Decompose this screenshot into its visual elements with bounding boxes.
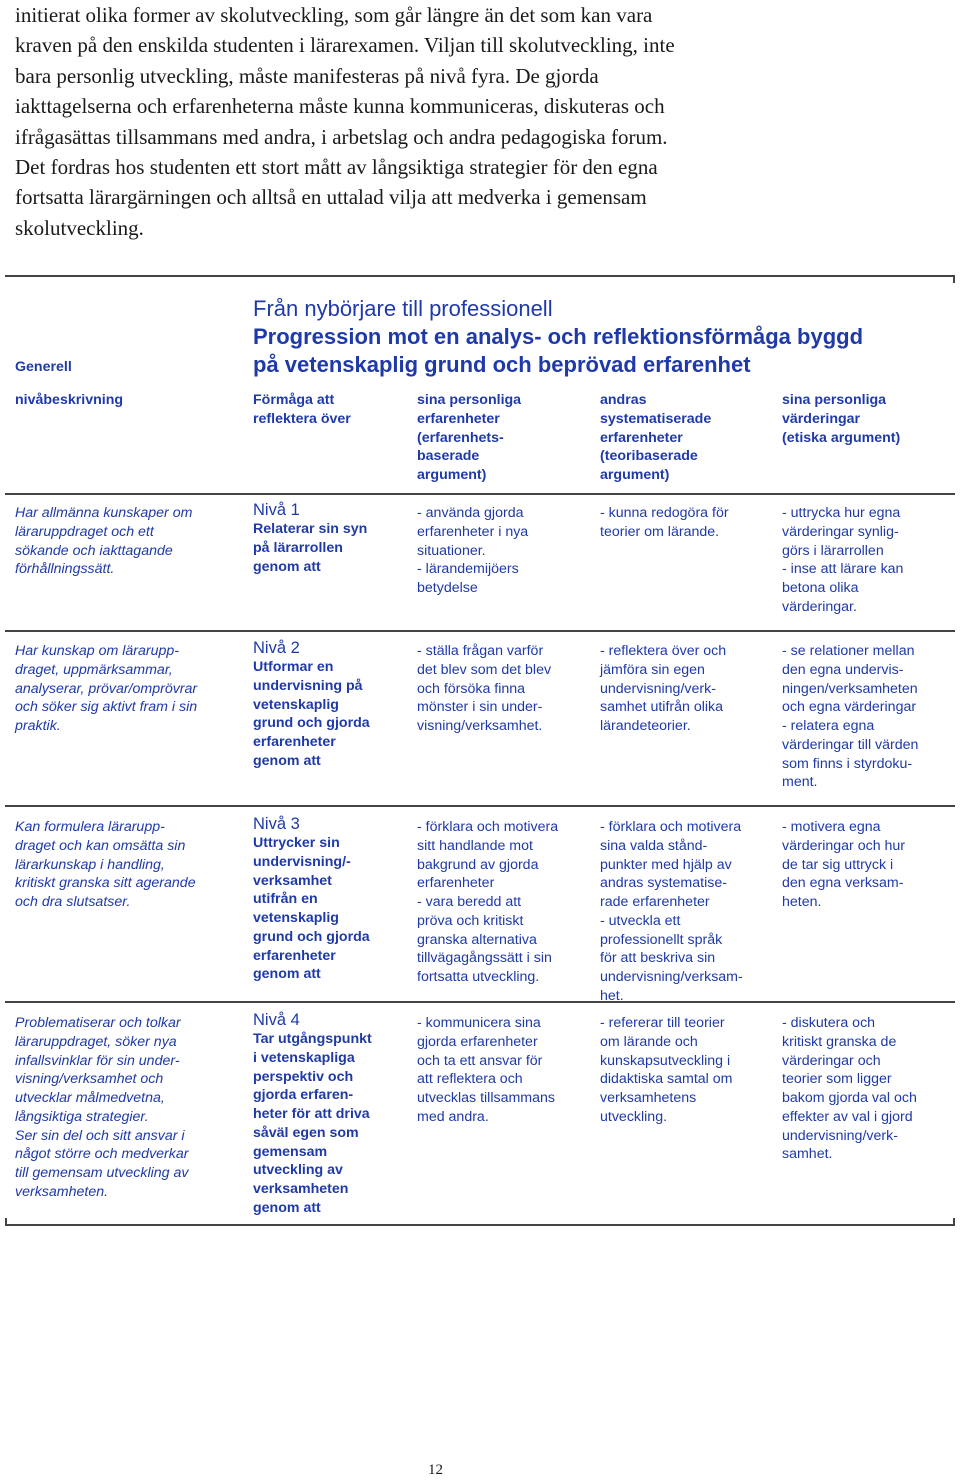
cell-line: värderingar — [782, 410, 861, 427]
intro-line: iakttagelserna och erfarenheterna måste kunna kommuniceras, diskuteras och — [15, 94, 665, 119]
table-right-border — [953, 275, 955, 283]
cell-line: långsiktiga strategier. — [15, 1108, 149, 1125]
cell-line: de tar sig uttryck i — [782, 856, 894, 873]
intro-line: bara personlig utveckling, måste manifesteras på nivå fyra. De gjorda — [15, 63, 599, 88]
cell-line: Relaterar sin syn — [253, 521, 368, 537]
cell-line: argument) — [600, 467, 670, 483]
cell-line: värderingar och hur — [782, 837, 906, 854]
cell-line: - lärandemijöers — [417, 561, 519, 578]
cell-line: systematiserade — [600, 410, 712, 427]
table-right-border — [953, 1218, 955, 1226]
row1-level — [253, 501, 367, 576]
cell-line: - kommunicera sina — [417, 1015, 541, 1031]
cell-line: (etiska argument) — [782, 429, 901, 446]
cell-line: kunskapsutveckling i — [600, 1052, 731, 1069]
intro-line: kraven på den enskilda studenten i lärarexamen. Viljan till skolutveckling, inte — [15, 33, 675, 58]
cell-line: verksamheten — [253, 1181, 349, 1197]
cell-line: - diskutera och — [782, 1015, 876, 1031]
cell-line: genom att — [253, 1199, 321, 1216]
header-title-line: Från nybörjare till professionell — [253, 296, 553, 321]
cell-line: och söker sig aktivt fram i sin — [15, 699, 198, 716]
row4-level — [253, 1011, 372, 1218]
cell-line: Förmåga att — [253, 392, 335, 408]
cell-line: grund och gjorda — [253, 715, 370, 732]
cell-line: het. — [600, 987, 624, 1004]
cell-line: verksamhetens — [600, 1090, 697, 1106]
cell-line: (erfarenhets- — [417, 429, 504, 446]
cell-line: genom att — [253, 752, 321, 769]
cell-line: fortsatta utveckling. — [417, 969, 540, 985]
cell-line: praktik. — [15, 718, 61, 734]
table-bottom-border — [5, 1224, 955, 1226]
row3-description — [15, 818, 196, 912]
cell-line: verksamhet — [253, 872, 332, 889]
intro-line: fortsatta lärargärningen och alltså en uttalad vilja att medverka i gemensam — [15, 185, 647, 210]
cell-line: erfarenheter — [417, 410, 500, 427]
cell-line: argument) — [417, 467, 487, 483]
header-generell-text: Generell — [15, 359, 72, 375]
row2-level — [253, 639, 370, 771]
level-description — [253, 1030, 372, 1218]
table-row-divider — [5, 805, 955, 807]
row1-c3 — [417, 504, 528, 598]
cell-line: vetenskaplig — [253, 696, 339, 713]
cell-line: sina personliga — [782, 392, 887, 408]
row1-description — [15, 504, 192, 579]
cell-line: och dra slutsatser. — [15, 894, 131, 910]
cell-line: samhet utifrån olika — [600, 699, 724, 716]
cell-line: bakom gjorda val och — [782, 1090, 917, 1106]
level-description — [253, 658, 370, 771]
cell-line: såväl egen som — [253, 1124, 359, 1141]
row4-description — [15, 1014, 189, 1202]
cell-line: granska alternativa — [417, 931, 537, 948]
header-subtitle-line: Progression mot en analys- och reflektionsförmåga byggd — [253, 324, 864, 349]
level-label: Nivå 4 — [253, 1011, 300, 1029]
table-header-title — [253, 295, 863, 379]
cell-line: (teoribaserade — [600, 448, 698, 465]
cell-line: görs i lärarrollen — [782, 542, 884, 559]
cell-line: att reflektera och — [417, 1071, 523, 1088]
cell-line: värderingar till värden — [782, 736, 919, 753]
table-row-divider — [5, 1001, 955, 1003]
cell-line: tillvägagångssätt i sin — [417, 950, 552, 967]
cell-line: erfarenheter — [417, 875, 495, 892]
table-row-divider — [5, 630, 955, 632]
cell-line: värderingar och — [782, 1052, 881, 1069]
table-left-border — [5, 1218, 7, 1226]
cell-line: teorier som ligger — [782, 1071, 892, 1088]
row3-level — [253, 815, 370, 984]
col-header-andras-erfarenheter — [600, 391, 711, 485]
cell-line: Utformar en — [253, 659, 334, 675]
row1-c5 — [782, 504, 903, 617]
intro-line: Det fordras hos studenten ett stort mått av långsiktiga strategier för den egna — [15, 155, 658, 180]
cell-line: analyserar, prövar/omprövrar — [15, 680, 198, 697]
cell-line: utvecklas tillsammans — [417, 1090, 555, 1106]
col-header-varderingar — [782, 391, 900, 447]
row2-description — [15, 642, 197, 736]
cell-line: draget, uppmärksammar, — [15, 661, 173, 678]
cell-line: något större och medverkar — [15, 1146, 189, 1163]
row2-c4 — [600, 642, 726, 736]
cell-line: lärarkunskap i handling, — [15, 856, 165, 873]
cell-line: värderingar. — [782, 598, 857, 615]
row3-c4 — [600, 818, 743, 1006]
cell-line: - motivera egna — [782, 819, 881, 835]
cell-line: genom att — [253, 558, 321, 575]
cell-line: på lärarrollen — [253, 539, 343, 556]
cell-line: jämföra sin egen — [600, 661, 705, 678]
cell-line: och försöka finna — [417, 680, 526, 697]
cell-line: - uttrycka hur egna — [782, 505, 901, 521]
cell-line: som finns i styrdoku- — [782, 755, 913, 772]
cell-line: Kan formulera lärarupp- — [15, 819, 165, 835]
cell-line: Uttrycker sin — [253, 835, 340, 851]
cell-line: grund och gjorda — [253, 928, 370, 945]
cell-line: gjorda erfaren- — [253, 1087, 354, 1104]
cell-line: vetenskaplig — [253, 910, 339, 926]
cell-line: - kunna redogöra för — [600, 505, 729, 521]
cell-line: - ställa frågan varför — [417, 643, 544, 659]
cell-line: och egna värderingar — [782, 699, 917, 716]
row4-c3 — [417, 1014, 555, 1127]
cell-line: effekter av val i gjord — [782, 1108, 913, 1125]
cell-line: - se relationer mellan — [782, 643, 915, 659]
cell-line: ningen/verksamheten — [782, 680, 918, 697]
cell-line: - förklara och motivera — [600, 819, 742, 835]
cell-line: reflektera över — [253, 410, 351, 427]
cell-line: till gemensam utveckling av — [15, 1165, 189, 1181]
cell-line: för att beskriva sin — [600, 950, 716, 967]
cell-line: gemensam — [253, 1143, 328, 1160]
cell-line: - inse att lärare kan — [782, 561, 904, 578]
cell-line: gjorda erfarenheter — [417, 1033, 538, 1050]
cell-line: Har kunskap om lärarupp- — [15, 643, 180, 659]
cell-line: andras systematise- — [600, 875, 727, 892]
cell-line: förhållningssätt. — [15, 561, 115, 578]
cell-line: med andra. — [417, 1108, 489, 1125]
row2-c5 — [782, 642, 918, 792]
cell-line: sökande och iakttagande — [15, 542, 173, 559]
cell-line: punkter med hjälp av — [600, 856, 732, 873]
cell-line: - utveckla ett — [600, 912, 681, 929]
intro-line: initierat olika former av skolutveckling, som går längre än det som kan vara — [15, 3, 653, 27]
cell-line: rade erfarenheter — [600, 894, 710, 910]
cell-line: erfarenheter i nya — [417, 523, 529, 540]
cell-line: Tar utgångspunkt — [253, 1031, 372, 1047]
cell-line: kritiskt granska de — [782, 1033, 897, 1050]
cell-line: - använda gjorda — [417, 505, 524, 521]
level-label: Nivå 2 — [253, 639, 300, 657]
col-header-personliga-erfarenheter — [417, 391, 521, 485]
cell-line: värderingar synlig- — [782, 523, 899, 540]
cell-line: draget och kan omsätta sin — [15, 837, 186, 854]
cell-line: om lärande och — [600, 1033, 698, 1050]
cell-line: utvecklar målmedvetna, — [15, 1090, 165, 1106]
cell-line: erfarenheter — [253, 734, 336, 750]
cell-line: den egna verksam- — [782, 875, 904, 892]
cell-line: - relatera egna — [782, 718, 875, 734]
cell-line: sina personliga — [417, 392, 522, 408]
cell-line: visning/verksamhet. — [417, 718, 543, 734]
row4-c5 — [782, 1014, 917, 1164]
cell-line: Problematiserar och tolkar — [15, 1015, 181, 1031]
row2-c3 — [417, 642, 551, 736]
page-number: 12 — [428, 1462, 443, 1478]
row3-c3 — [417, 818, 558, 987]
cell-line: Ser sin del och sitt ansvar i — [15, 1127, 185, 1144]
level-description — [253, 834, 370, 984]
cell-line: utveckling. — [600, 1108, 668, 1125]
cell-line: sitt handlande mot — [417, 837, 533, 854]
cell-line: - vara beredd att — [417, 894, 522, 910]
cell-line: samhet. — [782, 1146, 833, 1163]
cell-line: undervisning/verk- — [782, 1127, 898, 1144]
level-description — [253, 520, 367, 576]
cell-line: erfarenheter — [600, 429, 683, 446]
cell-line: erfarenheter — [253, 947, 336, 964]
cell-line: ment. — [782, 774, 818, 791]
cell-line: perspektiv och — [253, 1068, 354, 1085]
cell-line: mönster i sin under- — [417, 699, 543, 716]
cell-line: andras — [600, 392, 647, 408]
intro-paragraph — [15, 0, 950, 243]
row1-c4 — [600, 504, 729, 542]
cell-line: verksamheten. — [15, 1183, 109, 1200]
cell-line: didaktiska samtal om — [600, 1071, 733, 1088]
col-header-formaga — [253, 391, 351, 429]
header-generell — [15, 358, 72, 377]
cell-line: Har allmänna kunskaper om — [15, 505, 193, 521]
row4-c4 — [600, 1014, 732, 1127]
cell-line: heten. — [782, 894, 822, 910]
cell-line: läraruppdraget, söker nya — [15, 1033, 177, 1050]
table-top-border — [5, 275, 955, 277]
cell-line: infallsvinklar för sin under- — [15, 1052, 180, 1069]
cell-line: i vetenskapliga — [253, 1049, 355, 1066]
cell-line: undervisning på — [253, 677, 363, 694]
intro-line: ifrågasättas tillsammans med andra, i arbetslag och andra pedagogiska forum. — [15, 124, 668, 149]
cell-line: den egna undervis- — [782, 661, 904, 678]
cell-line: undervisning/verk- — [600, 680, 716, 697]
level-label: Nivå 1 — [253, 501, 300, 519]
table-row-divider — [5, 493, 955, 495]
cell-line: situationer. — [417, 542, 486, 559]
cell-line: bakgrund av gjorda — [417, 856, 539, 873]
cell-line: visning/verksamhet och — [15, 1071, 164, 1088]
header-subtitle-line: på vetenskaplig grund och beprövad erfarenhet — [253, 352, 751, 377]
level-label: Nivå 3 — [253, 815, 300, 833]
cell-line: genom att — [253, 966, 321, 983]
cell-line: nivåbeskrivning — [15, 392, 124, 408]
cell-line: och ta ett ansvar för — [417, 1052, 543, 1069]
col-header-nivabeskrivning — [15, 391, 123, 410]
cell-line: utifrån en — [253, 891, 318, 908]
cell-line: betona olika — [782, 580, 859, 596]
cell-line: - förklara och motivera — [417, 819, 559, 835]
cell-line: - reflektera över och — [600, 643, 727, 659]
cell-line: professionellt språk — [600, 931, 723, 948]
cell-line: sina valda stånd- — [600, 837, 708, 854]
cell-line: lärandeteorier. — [600, 718, 691, 734]
cell-line: det blev som det blev — [417, 661, 552, 678]
row3-c5 — [782, 818, 905, 912]
cell-line: undervisning/- — [253, 853, 351, 870]
cell-line: undervisning/verksam- — [600, 969, 743, 985]
cell-line: läraruppdraget och ett — [15, 523, 154, 540]
cell-line: kritiskt granska sitt agerande — [15, 875, 196, 892]
cell-line: pröva och kritiskt — [417, 912, 524, 929]
cell-line: baserade — [417, 448, 480, 465]
cell-line: utveckling av — [253, 1162, 343, 1179]
cell-line: - refererar till teorier — [600, 1015, 725, 1031]
cell-line: betydelse — [417, 580, 478, 596]
cell-line: heter för att driva — [253, 1106, 370, 1122]
cell-line: teorier om lärande. — [600, 523, 720, 540]
intro-line: skolutveckling. — [15, 215, 144, 240]
